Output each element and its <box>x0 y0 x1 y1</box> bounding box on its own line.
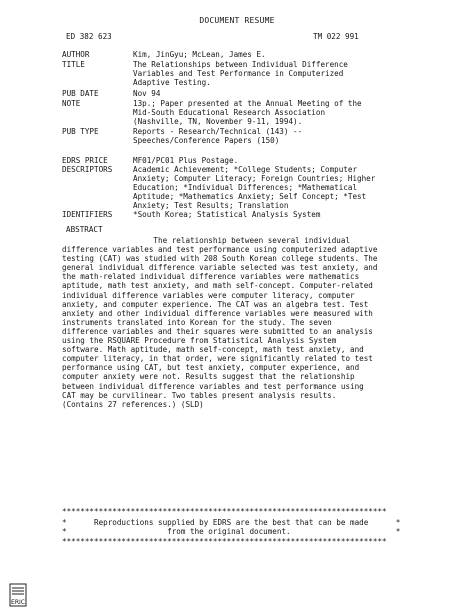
reproduction-star-line-top: *********************************************************************** <box>62 507 387 516</box>
field-value: Kim, JinGyu; McLean, James E. <box>133 50 266 59</box>
reproduction-line-1: * Reproductions supplied by EDRS are the best that can be made * <box>62 518 401 527</box>
reproduction-star-line-bottom: *********************************************************************** <box>62 537 387 546</box>
field-label: NOTE <box>62 99 81 108</box>
field-value: Reports - Research/Technical (143) -- Speeches/Conference Papers (150) <box>133 127 303 146</box>
field-value: The Relationships between Individual Difference Variables and Test Performance in Computerized Adaptive Testing. <box>133 60 348 88</box>
field-value: 13p.; Paper presented at the Annual Meeting of the Mid-South Educational Research Association (Nashville, TN, November 9-11, 1994). <box>133 99 362 127</box>
field-value: MF01/PC01 Plus Postage. <box>133 156 239 165</box>
field-label: EDRS PRICE <box>62 156 108 165</box>
eric-logo <box>9 583 27 607</box>
field-label: PUB DATE <box>62 89 99 98</box>
field-label: AUTHOR <box>62 50 90 59</box>
tm-number: TM 022 991 <box>313 32 359 41</box>
field-value: Nov 94 <box>133 89 161 98</box>
ed-number: ED 382 623 <box>66 32 112 41</box>
abstract-heading: ABSTRACT <box>66 225 103 234</box>
field-label: DESCRIPTORS <box>62 165 113 174</box>
field-value: *South Korea; Statistical Analysis System <box>133 210 321 219</box>
field-value: Academic Achievement; *College Students; Computer Anxiety; Computer Literacy; Foreign Countries; Higher Education; *Individual Differences; *Mathematical Aptitude; *Mathematics Anxiety; Self Concept; *Test Anxiety; Test Results; Translation <box>133 165 376 211</box>
document-resume-title: DOCUMENT RESUME <box>199 16 275 25</box>
field-label: TITLE <box>62 60 85 69</box>
reproduction-line-2: * from the original document. * <box>62 527 401 536</box>
field-label: PUB TYPE <box>62 127 99 136</box>
field-label: IDENTIFIERS <box>62 210 113 219</box>
eric-logo-text: ERIC <box>11 599 25 606</box>
abstract-text: The relationship between several individual difference variables and test performance using computerized adaptive testing (CAT) was studied with 208 South Korean college students. The general individual difference variable selected was test anxiety, and the math-related individual difference variables were mathematics aptitude, math test anxiety, and math self-concept. Computer-related individual difference variables were computer literacy, computer anxiety, and computer experience. The CAT was an algebra test. Test anxiety and other individual difference variables were measured with instruments translated into Korean for the study. The seven difference variables and their squares were submitted to an analysis using the RSQUARE Procedure from Statistical Analysis System software. Math aptitude, math self-concept, math test anxiety, and computer literacy, in that order, were significantly related to test performance using CAT, but test anxiety, computer experience, and computer anxiety were not. Results suggest that the relationship between individual difference variables and test performance using CAT may be curvilinear. Two tables present analysis results. (Contains 27 references.) (SLD) <box>62 236 378 409</box>
